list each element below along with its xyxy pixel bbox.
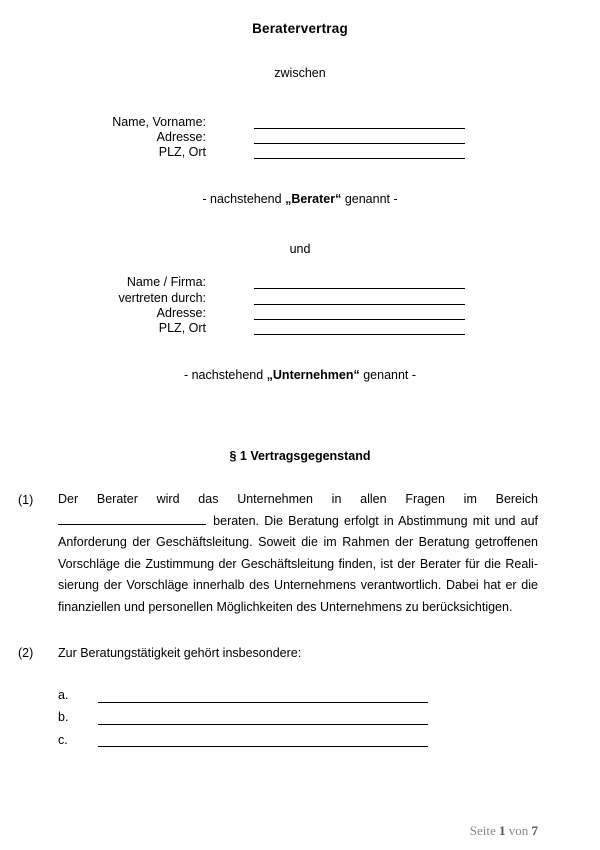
- page-footer: [470, 823, 538, 839]
- company-blank-line[interactable]: [254, 288, 465, 289]
- label-company: Name / Firma:: [126, 275, 206, 289]
- paragraph-1-rest: [58, 511, 538, 619]
- field-blank-line[interactable]: [58, 512, 206, 525]
- address2-blank-line[interactable]: [254, 319, 465, 320]
- zip-city-blank-line[interactable]: [254, 158, 465, 159]
- designation-prefix: - nachstehend: [183, 368, 267, 382]
- label-address: Adresse:: [156, 130, 206, 144]
- paragraph-1: [58, 489, 538, 618]
- total-pages: 7: [531, 823, 538, 838]
- paragraph-1-first-line: Der Berater wird das Unternehmen in allen Fragen im Bereich: [58, 492, 538, 506]
- paragraph-1-text: beraten. Die Beratung erfolgt in Abstimmung mit und auf Anforderung der Geschäftsleitung. Soweit die im Rahmen der Beratung getroffenen Vorschläge die Zustimmung der Geschäftsleitung finden, ist der Berater für die Reali-sierung der Vorschläge innerhalb des Unternehmens verantwortlich. Dabei hat er die finanziellen und personellen Möglichkeiten des Unternehmens zu berücksichtigen.: [58, 513, 538, 614]
- footer-prefix: Seite: [469, 823, 499, 838]
- between-text: zwischen: [274, 66, 326, 80]
- party2-designation: [0, 368, 600, 382]
- list-blank-line-a[interactable]: [98, 702, 428, 703]
- document-title: Beratervertrag: [252, 21, 348, 36]
- list-label-c: c.: [58, 733, 68, 747]
- designation-unternehmen: „Unternehmen“: [266, 368, 360, 382]
- paragraph-2: Zur Beratungstätigkeit gehört insbesondere:: [58, 646, 302, 660]
- designation-prefix: - nachstehend: [202, 192, 286, 206]
- list-label-b: b.: [58, 710, 69, 724]
- designation-suffix: genannt -: [341, 192, 398, 206]
- represented-by-blank-line[interactable]: [254, 304, 465, 305]
- address-blank-line[interactable]: [254, 143, 465, 144]
- paragraph-number-1: (1): [18, 493, 34, 507]
- current-page-number: 1: [499, 823, 506, 838]
- list-blank-line-b[interactable]: [98, 724, 428, 725]
- designation-suffix: genannt -: [359, 368, 417, 382]
- list-label-a: a.: [58, 688, 69, 702]
- list-blank-line-c[interactable]: [98, 746, 428, 747]
- label-name: Name, Vorname:: [112, 115, 206, 129]
- label-zip-city: PLZ, Ort: [158, 321, 206, 335]
- paragraph-number-2: (2): [18, 646, 34, 660]
- party1-designation: [0, 192, 600, 206]
- section-heading: § 1 Vertragsgegenstand: [229, 449, 371, 463]
- designation-berater: „Berater“: [285, 192, 342, 206]
- label-represented-by: vertreten durch:: [118, 291, 206, 305]
- zip-city2-blank-line[interactable]: [254, 334, 465, 335]
- name-blank-line[interactable]: [254, 128, 465, 129]
- footer-middle: von: [505, 823, 532, 838]
- label-address: Adresse:: [156, 306, 206, 320]
- and-text: und: [289, 242, 311, 256]
- label-zip-city: PLZ, Ort: [158, 145, 206, 159]
